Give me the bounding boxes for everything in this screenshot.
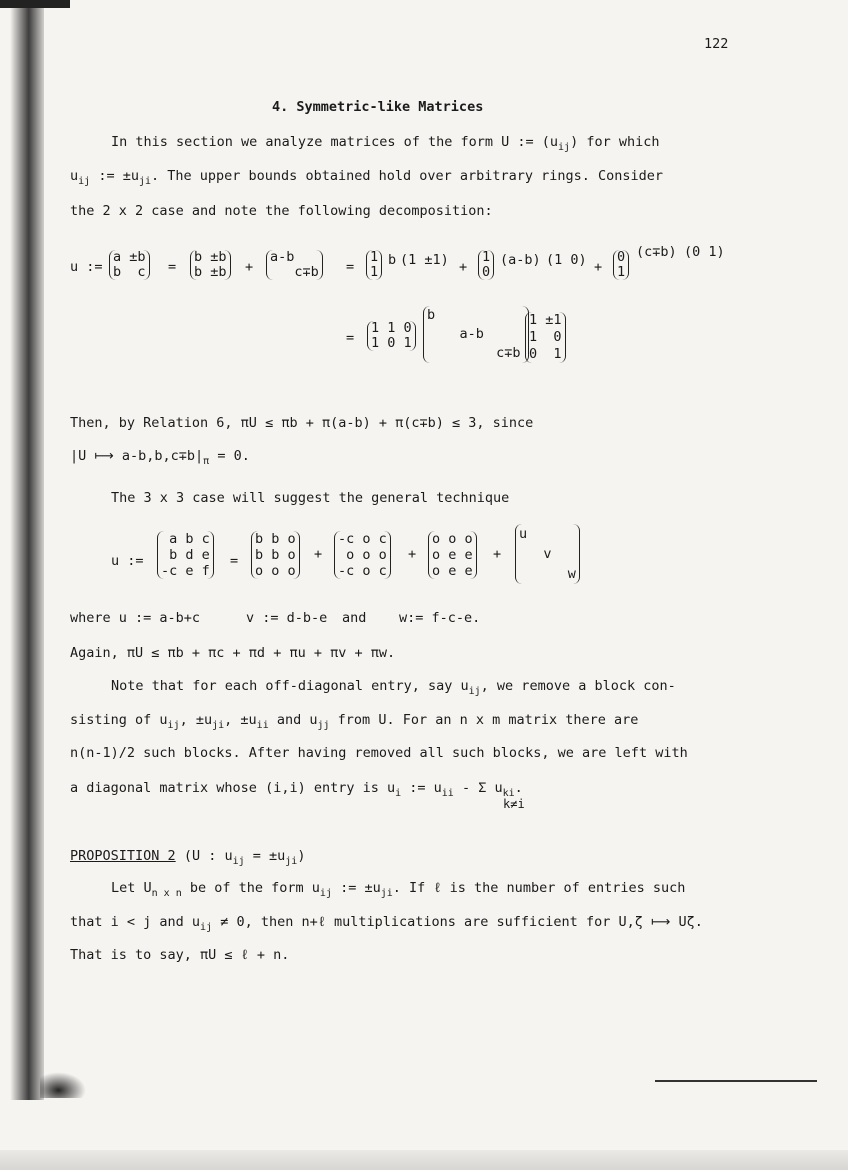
intro-line-1: In this section we analyze matrices of the form U := $(u_{ij})$ for which [111, 134, 660, 153]
proposition-line-2: that i < j and $u_{ij} \ne 0$, then n+ℓ multiplications are sufficient for U,ζ ⟼ Uζ. [70, 914, 703, 933]
page-number: 122 [704, 36, 729, 52]
matrix-left-factor: 1 1 0 1 0 1 [367, 321, 416, 351]
matrix-diag-residual: a-b c∓b [266, 250, 323, 280]
page-bottom-edge [0, 1150, 848, 1170]
plus-sign: + [459, 259, 468, 275]
eq-lhs: u := [111, 553, 144, 569]
matrix-u-3x3: a b c b d e -c e f [157, 531, 214, 579]
row-vector-1: (1 ±1) [400, 252, 449, 268]
equals-sign: = [346, 259, 355, 275]
proposition-heading: PROPOSITION 2 (U : $u_{ij} = \pm u_{ji}$) [70, 848, 306, 867]
row-vector-3: (0 1) [684, 244, 725, 260]
matrix-c-3x3: -c o c o o o -c o c [334, 531, 391, 579]
vector-col-3: 0 1 [613, 250, 629, 280]
equals-sign: = [230, 553, 239, 569]
scalar-c-mp-b: (c∓b) [636, 244, 677, 260]
note-line-3: n(n-1)/2 such blocks. After having removed all such blocks, we are left with [70, 745, 688, 761]
intro-line-3: the 2 x 2 case and note the following decomposition: [70, 203, 493, 219]
matrix-e-3x3: o o o o e e o e e [428, 531, 477, 579]
row-vector-2: (1 0) [546, 252, 587, 268]
matrix-diagonal-3x3: u v w [515, 524, 580, 584]
matrix-diagonal-factor: b a-b c∓b [423, 306, 529, 363]
proposition-line-1: Let $U_{n x n}$ be of the form $u_{ij}$ := $\pm u_{ji}$. If ℓ is the number of entries such [111, 880, 686, 899]
where-and: and [342, 610, 367, 626]
vector-col-2: 1 0 [478, 250, 494, 280]
again-line: Again, πU ≤ πb + πc + πd + πu + πv + πw. [70, 645, 396, 661]
scalar-b: b [388, 252, 397, 268]
equals-sign: = [168, 259, 177, 275]
proposition-line-3: That is to say, πU ≤ ℓ + n. [70, 947, 290, 963]
matrix-u: a ±b b c [109, 250, 150, 280]
proposition-title: PROPOSITION 2 [70, 848, 176, 864]
where-w: w:= f-c-e. [399, 610, 481, 626]
plus-sign: + [493, 546, 502, 562]
note-line-2: sisting of $u_{ij}$, $\pm u_{ji}$, $\pm u_{ii}$ and $u_{jj}$ from U. For an n x m matrix there are [70, 712, 639, 731]
plus-sign: + [314, 546, 323, 562]
note-line-4: a diagonal matrix whose (i,i) entry is $u_i$ := $u_{ii}$ - Σ $u_{ki}$. [70, 780, 523, 799]
eq-lhs: u := [70, 259, 103, 275]
where-v: v := d-b-e [246, 610, 328, 626]
equals-sign: = [346, 330, 355, 346]
intro-line-2: $u_{ij}$ := $\pm u_{ji}$. The upper bounds obtained hold over arbitrary rings. Consider [70, 168, 664, 187]
since-line: |U ⟼ $a-b,b,c\mp b|_\pi = 0$. [70, 448, 250, 467]
bottom-rule [655, 1080, 817, 1082]
binding-shadow [10, 0, 44, 1100]
sum-index: k≠i [503, 797, 525, 811]
three-case-line: The 3 x 3 case will suggest the general technique [111, 490, 510, 506]
where-u: where u := a-b+c [70, 610, 201, 626]
then-line: Then, by Relation 6, πU ≤ πb + π(a-b) + π(c∓b) ≤ 3, since [70, 415, 534, 431]
note-line-1: Note that for each off-diagonal entry, say $u_{ij}$, we remove a block con- [111, 678, 676, 697]
matrix-b-block: b ±b b ±b [190, 250, 231, 280]
plus-sign: + [408, 546, 417, 562]
plus-sign: + [245, 259, 254, 275]
scalar-a-minus-b: (a-b) [500, 252, 541, 268]
plus-sign: + [594, 259, 603, 275]
binding-foot-shadow [40, 1072, 86, 1098]
vector-col-1: 1 1 [366, 250, 382, 280]
matrix-right-factor: 1 ±1 1 0 0 1 [525, 312, 566, 363]
corner-mark [0, 0, 70, 8]
matrix-b-3x3: b b o b b o o o o [251, 531, 300, 579]
section-heading: 4. Symmetric-like Matrices [272, 99, 484, 115]
